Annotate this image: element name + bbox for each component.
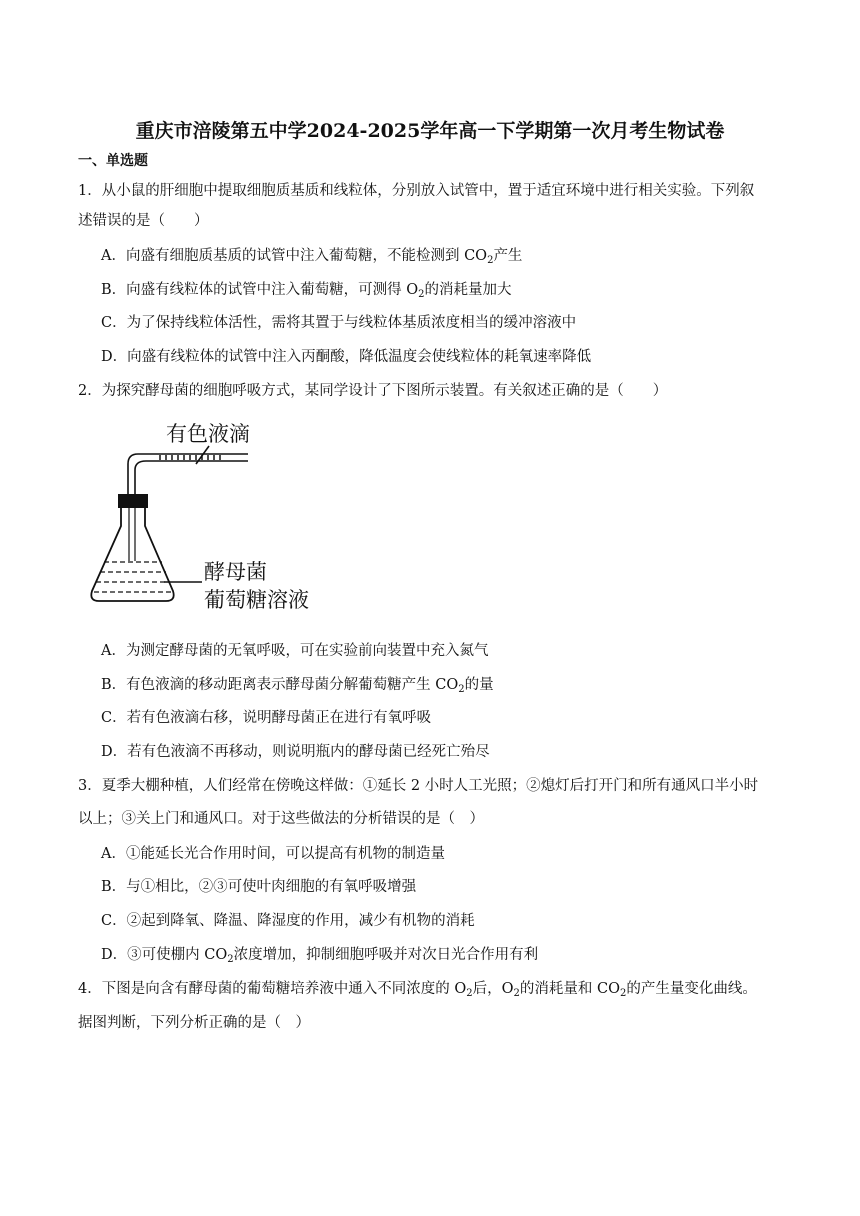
- q3-option-d: D．③可使棚内 $CO_2$浓度增加，抑制细胞呼吸并对次日光合作用有利: [101, 947, 539, 965]
- label-colored-droplet: 有色液滴: [166, 422, 250, 446]
- q3-stem-line2: 以上；③关上门和通风口。对于这些做法的分析错误的是（ ）: [78, 811, 484, 827]
- section-heading: 一、单选题: [78, 153, 148, 169]
- q1-option-a: A．向盛有细胞质基质的试管中注入葡萄糖，不能检测到 $CO_2$产生: [101, 248, 523, 266]
- q2-option-c: C．若有色液滴右移，说明酵母菌正在进行有氧呼吸: [101, 710, 432, 726]
- yeast-flask-figure: [76, 416, 336, 616]
- q1-stem-line2: 述错误的是（ ）: [78, 213, 209, 229]
- q1-option-c: C．为了保持线粒体活性，需将其置于与线粒体基质浓度相当的缓冲溶液中: [101, 315, 577, 331]
- page-title: 重庆市涪陵第五中学2024-2025学年高一下学期第一次月考生物试卷: [135, 120, 725, 142]
- q4-stem-line1: 4．下图是向含有酵母菌的葡萄糖培养液中通入不同浓度的 $O_2$后，$O_2$的消耗量和 $CO_2$的产生量变化曲线。: [78, 981, 757, 999]
- q4-stem-line2: 据图判断，下列分析正确的是（ ）: [78, 1015, 310, 1031]
- q3-stem-line1: 3．夏季大棚种植，人们经常在傍晚这样做：①延长 2 小时人工光照；②熄灯后打开门和所有通风口半小时: [78, 778, 759, 794]
- q3-option-b: B．与①相比，②③可使叶肉细胞的有氧呼吸增强: [101, 879, 417, 895]
- q1-option-b: B．向盛有线粒体的试管中注入葡萄糖，可测得 $O_2$的消耗量加大: [101, 282, 512, 300]
- q2-option-a: A．为测定酵母菌的无氧呼吸，可在实验前向装置中充入氮气: [101, 643, 489, 659]
- q1-option-d: D．向盛有线粒体的试管中注入丙酮酸，降低温度会使线粒体的耗氧速率降低: [101, 349, 592, 365]
- q3-option-a: A．①能延长光合作用时间，可以提高有机物的制造量: [101, 846, 445, 862]
- q1-stem-line1: 1．从小鼠的肝细胞中提取细胞质基质和线粒体，分别放入试管中，置于适宜环境中进行相关实验。下列叙: [78, 183, 755, 199]
- q2-option-d: D．若有色液滴不再移动，则说明瓶内的酵母菌已经死亡殆尽: [101, 744, 490, 760]
- q3-option-c: C．②起到降氧、降温、降湿度的作用，减少有机物的消耗: [101, 913, 475, 929]
- label-yeast: 酵母菌: [204, 560, 267, 584]
- q2-stem: 2．为探究酵母菌的细胞呼吸方式，某同学设计了下图所示装置。有关叙述正确的是（ ）: [78, 383, 668, 399]
- label-glucose-solution: 葡萄糖溶液: [204, 588, 309, 612]
- q2-option-b: B．有色液滴的移动距离表示酵母菌分解葡萄糖产生 $CO_2$的量: [101, 677, 494, 695]
